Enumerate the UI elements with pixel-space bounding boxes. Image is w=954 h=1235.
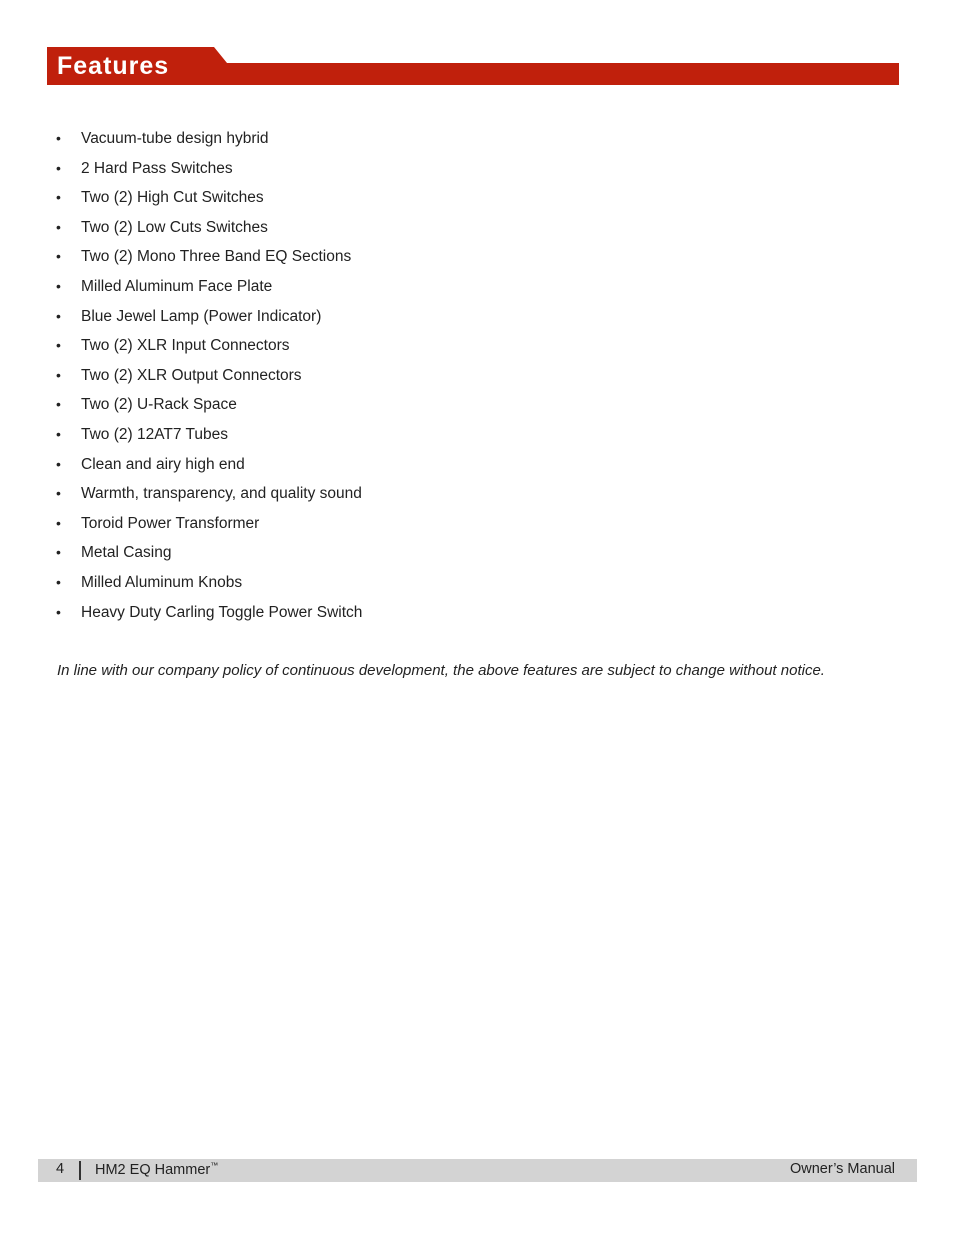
product-name-text: HM2 EQ Hammer (95, 1162, 211, 1178)
trademark-symbol: ™ (210, 1161, 219, 1170)
page-number: 4 (56, 1161, 65, 1177)
feature-text: Clean and airy high end (81, 455, 245, 473)
section-title: Features (57, 52, 170, 80)
bullet-icon: • (56, 307, 61, 324)
feature-text: 2 Hard Pass Switches (81, 159, 233, 177)
bullet-icon: • (56, 277, 61, 294)
bullet-icon: • (56, 514, 61, 531)
feature-text: Milled Aluminum Knobs (81, 573, 243, 591)
product-name (95, 1161, 218, 1178)
bullet-icon: • (56, 485, 61, 502)
feature-text: Two (2) XLR Output Connectors (81, 366, 302, 384)
bullet-icon: • (56, 130, 61, 146)
feature-text: Two (2) XLR Input Connectors (81, 337, 290, 355)
feature-text: Warmth, transparency, and quality sound (81, 485, 362, 503)
feature-text: Vacuum-tube design hybrid (81, 130, 269, 147)
feature-text: Two (2) Mono Three Band EQ Sections (81, 248, 352, 266)
bullet-icon: • (56, 544, 61, 561)
bullet-icon: • (56, 189, 61, 206)
footer-divider (79, 1161, 81, 1180)
bullet-icon: • (56, 455, 61, 472)
feature-text: Two (2) U-Rack Space (81, 396, 237, 414)
feature-text: Two (2) Low Cuts Switches (81, 218, 268, 236)
bullet-icon: • (56, 573, 61, 590)
feature-text: Metal Casing (81, 544, 172, 562)
bullet-icon: • (56, 366, 61, 383)
feature-text: Two (2) High Cut Switches (81, 189, 264, 207)
feature-text: Milled Aluminum Face Plate (81, 277, 273, 295)
bullet-icon: • (56, 218, 61, 235)
page-footer (38, 1159, 917, 1182)
bullet-icon: • (56, 337, 61, 354)
manual-title: Owner’s Manual (789, 1161, 895, 1177)
bullet-icon: • (56, 425, 61, 442)
header-banner-shape (47, 47, 899, 85)
bullet-icon: • (56, 248, 61, 265)
feature-text: Toroid Power Transformer (81, 514, 260, 532)
feature-text: Two (2) 12AT7 Tubes (81, 425, 229, 443)
feature-text: Blue Jewel Lamp (Power Indicator) (81, 307, 322, 325)
change-notice: In line with our company policy of continuous development, the above features are subject to change without notice. (57, 662, 825, 679)
bullet-icon: • (56, 603, 61, 620)
bullet-icon: • (56, 159, 61, 176)
feature-text: Heavy Duty Carling Toggle Power Switch (81, 603, 363, 621)
bullet-icon: • (56, 396, 61, 413)
section-header (47, 47, 899, 85)
